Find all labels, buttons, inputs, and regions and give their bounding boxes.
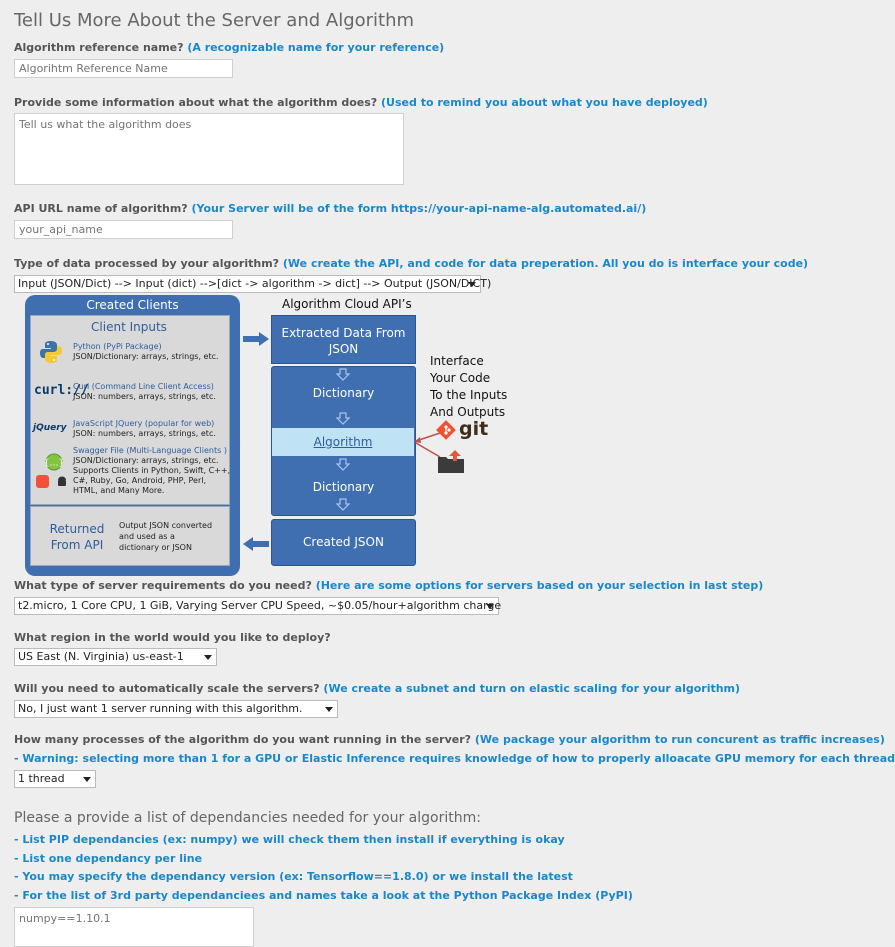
api-url-input[interactable] [14, 220, 233, 239]
scale-label: Will you need to automatically scale the servers? (We create a subnet and turn on elastic scaling for your algorithm) [14, 682, 741, 695]
python-icon [39, 340, 63, 364]
cloud-api-title: Algorithm Cloud API’s [282, 297, 412, 311]
deps-note-4: - For the list of 3rd party dependanciees and names take a look at the Python Package Index (PyPI) [14, 889, 633, 902]
deps-title: Please a provide a list of dependancies needed for your algorithm: [14, 810, 481, 826]
arrow-right-icon [243, 332, 269, 346]
scale-select[interactable]: No, I just want 1 server running with this algorithm. [14, 700, 338, 718]
processes-select[interactable]: 1 thread [14, 770, 96, 788]
page-title: Tell Us More About the Server and Algorithm [14, 10, 415, 31]
alg-desc-label: Provide some information about what the algorithm does? (Used to remind you about what you have deployed) [14, 96, 708, 109]
extracted-label: Extracted Data From JSON [281, 326, 406, 356]
curl-logo: curl:// [34, 383, 89, 398]
swift-icon [36, 475, 49, 488]
git-icon [436, 420, 456, 440]
arrow-down-icon [337, 499, 349, 514]
chevron-down-icon [204, 655, 212, 660]
algorithm-label: Algorithm [313, 435, 373, 449]
git-wordmark: git [459, 418, 489, 440]
arrow-left-icon [243, 537, 269, 551]
chevron-down-icon [83, 777, 91, 782]
alg-name-label: Algorithm reference name? (A recognizable name for your reference) [14, 41, 445, 54]
chevron-down-icon [325, 707, 333, 712]
deps-note-1: - List PIP dependancies (ex: numpy) we will check them then install if everything is okay [14, 833, 565, 846]
deps-note-2: - List one dependancy per line [14, 852, 203, 865]
swagger-icon [45, 453, 63, 471]
region-select[interactable]: US East (N. Virginia) us-east-1 [14, 648, 217, 666]
created-json-label: Created JSON [303, 535, 384, 549]
svg-text:{…}: {…} [43, 458, 65, 469]
deps-textarea[interactable] [14, 907, 254, 947]
client-inputs-title: Client Inputs [91, 320, 167, 334]
alg-desc-textarea[interactable] [14, 113, 404, 185]
deps-note-3: - You may specify the dependancy version (ex: Tensorflow==1.8.0) or we install the latest [14, 870, 573, 883]
returned-desc: Output JSON converted and used as a dictionary or JSON [119, 521, 213, 552]
processes-label: How many processes of the algorithm do you want running in the server? (We package your algorithm to run concurent as traffic increases) [14, 733, 885, 746]
upload-folder-icon [437, 450, 465, 474]
alg-name-input[interactable] [14, 59, 233, 78]
client-curl: Curl (Command Line Client Access) JSON: numbers, arrays, strings, etc. [73, 382, 216, 401]
android-icon [56, 476, 68, 488]
dictionary-1: Dictionary [312, 386, 375, 400]
chevron-down-icon [486, 604, 494, 609]
server-req-label: What type of server requirements do you need? (Here are some options for servers based on your selection in last step) [14, 579, 764, 592]
client-python: Python (PyPi Package) JSON/Dictionary: arrays, strings, etc. [73, 342, 219, 361]
chevron-down-icon [468, 282, 476, 287]
arrow-down-icon [337, 413, 349, 428]
arrow-down-icon [337, 369, 349, 384]
dictionary-2: Dictionary [312, 480, 375, 494]
jquery-logo: jQuery [33, 423, 67, 433]
processes-warning: - Warning: selecting more than 1 for a GPU or Elastic Inference requires knowledge of how to properly alloacate GPU memory for each thread [14, 752, 895, 765]
server-req-select[interactable]: t2.micro, 1 Core CPU, 1 GiB, Varying Server CPU Speed, ~$0.05/hour+algorithm charge [14, 597, 499, 615]
client-jquery: JavaScript JQuery (popular for web) JSON: numbers, arrays, strings, etc. [73, 419, 216, 438]
data-type-select[interactable]: Input (JSON/Dict) --> Input (dict) -->[dict -> algorithm -> dict] --> Output (JSON/DICT) [14, 275, 481, 293]
interface-text: Interface Your Code To the Inputs And Outputs [430, 354, 508, 419]
data-type-label: Type of data processed by your algorithm? (We create the API, and code for data preperation. All you do is interface your code) [14, 257, 809, 270]
api-url-label: API URL name of algorithm? (Your Server will be of the form https://your-api-name-alg.automated.ai/) [14, 202, 647, 215]
client-swagger: Swagger File (Multi-Language Clients ) JSON/Dictionary: arrays, strings, etc. Supports Clients in Python, Swift, C++, C#, Ruby, Go, Android, PHP, Perl, HTML, and Many More. [73, 446, 231, 495]
returned-title: Returned From API [49, 522, 105, 552]
created-clients-title: Created Clients [86, 298, 179, 312]
arrow-down-icon [337, 459, 349, 474]
region-label: What region in the world would you like to deploy? [14, 631, 331, 644]
